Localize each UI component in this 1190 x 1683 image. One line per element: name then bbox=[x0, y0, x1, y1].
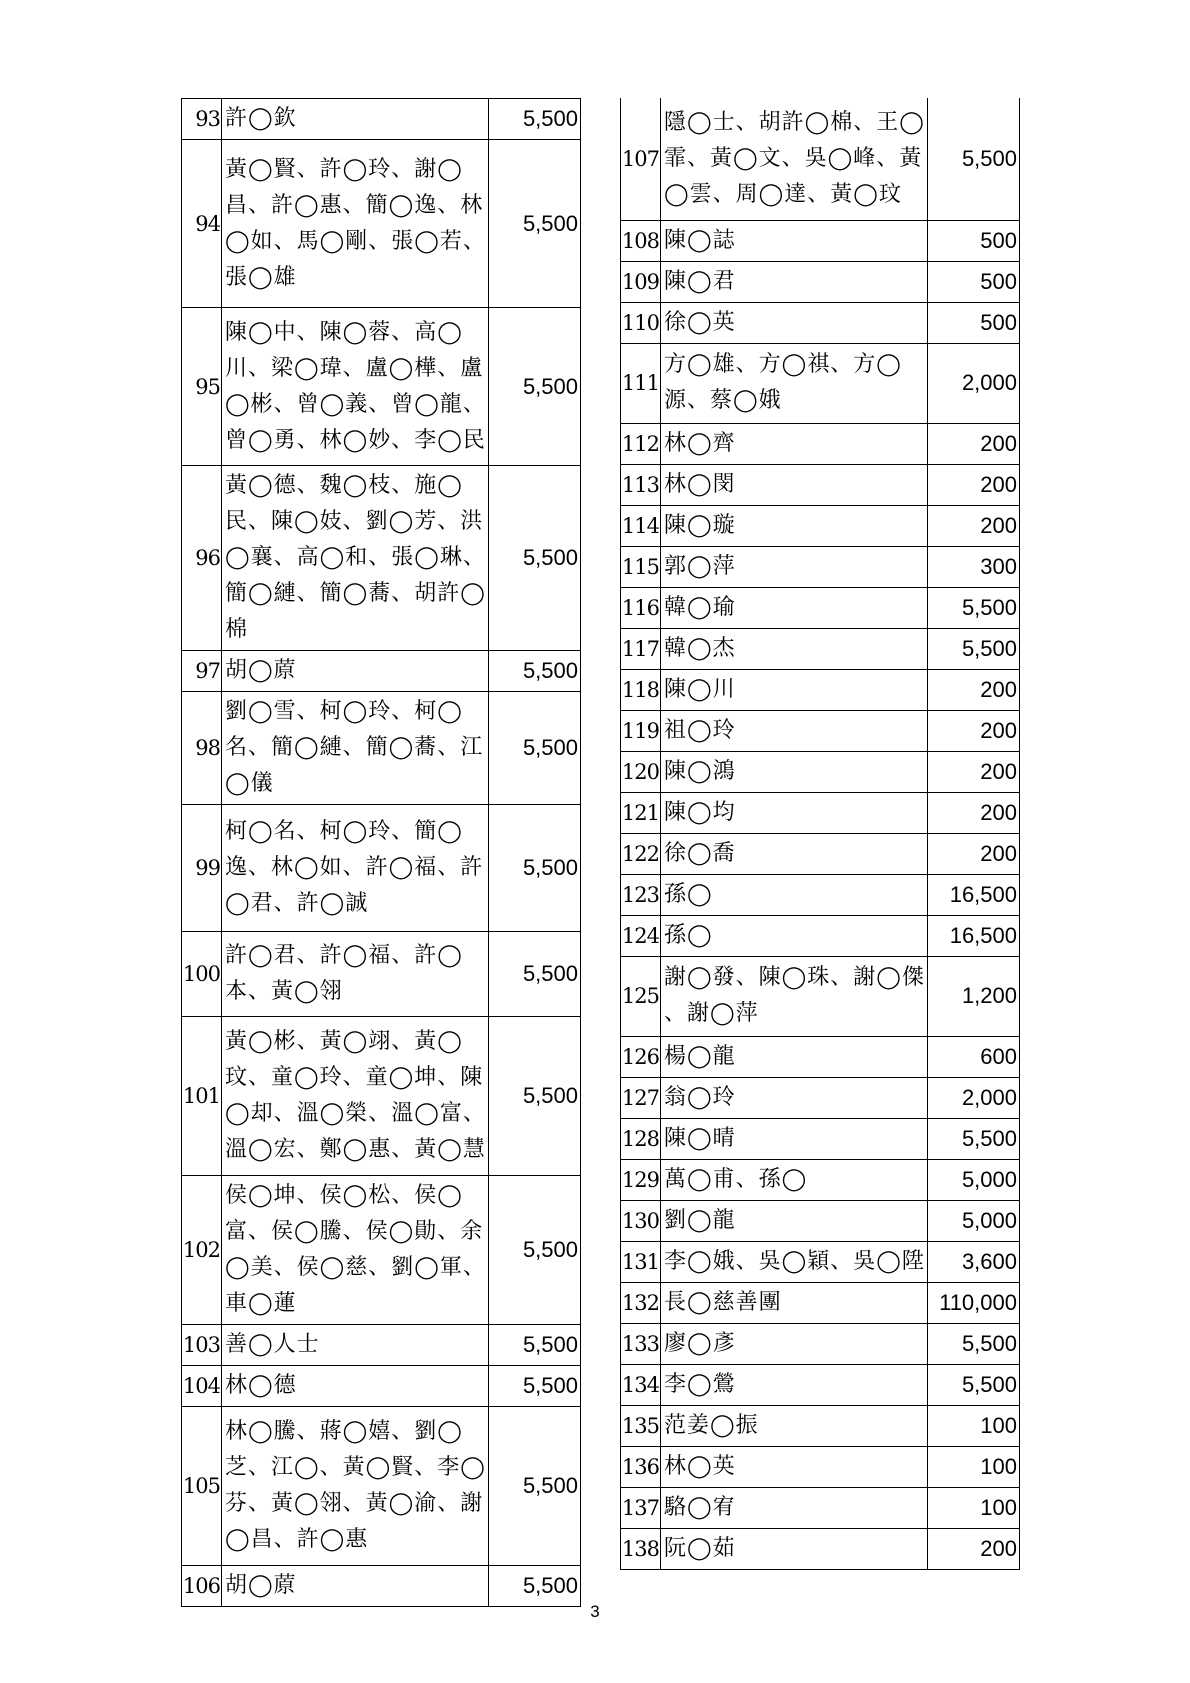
donor-names: 萬◯甫、孫◯ bbox=[661, 1159, 928, 1200]
table-row bbox=[182, 651, 581, 692]
donor-names: 徐◯喬 bbox=[661, 833, 928, 874]
row-number: 103 bbox=[182, 1325, 222, 1366]
table-row bbox=[621, 220, 1020, 261]
table-row bbox=[621, 302, 1020, 343]
donor-names: 侯◯坤、侯◯松、侯◯富、侯◯騰、侯◯勛、余◯美、侯◯慈、劉◯軍、車◯蓮 bbox=[222, 1176, 489, 1325]
donation-amount: 5,500 bbox=[489, 140, 581, 308]
row-number: 122 bbox=[621, 833, 661, 874]
table-row bbox=[182, 1017, 581, 1176]
donation-amount: 5,500 bbox=[489, 1366, 581, 1407]
row-number: 127 bbox=[621, 1077, 661, 1118]
donation-amount: 3,600 bbox=[928, 1241, 1020, 1282]
donation-amount: 2,000 bbox=[928, 343, 1020, 423]
row-number: 110 bbox=[621, 302, 661, 343]
row-number: 132 bbox=[621, 1282, 661, 1323]
donor-names: 方◯雄、方◯祺、方◯源、蔡◯娥 bbox=[661, 343, 928, 423]
table-row bbox=[621, 261, 1020, 302]
donation-amount: 5,500 bbox=[489, 1566, 581, 1607]
row-number: 116 bbox=[621, 587, 661, 628]
donation-amount: 5,500 bbox=[489, 1407, 581, 1566]
donor-names: 韓◯杰 bbox=[661, 628, 928, 669]
donation-amount: 100 bbox=[928, 1487, 1020, 1528]
row-number: 134 bbox=[621, 1364, 661, 1405]
donation-amount: 110,000 bbox=[928, 1282, 1020, 1323]
donor-names: 廖◯彥 bbox=[661, 1323, 928, 1364]
donor-names: 駱◯宥 bbox=[661, 1487, 928, 1528]
donor-table-left-body bbox=[182, 99, 581, 1607]
donation-amount: 200 bbox=[928, 505, 1020, 546]
row-number: 126 bbox=[621, 1036, 661, 1077]
table-row bbox=[621, 1159, 1020, 1200]
donor-names: 孫◯ bbox=[661, 915, 928, 956]
donation-amount: 5,500 bbox=[489, 932, 581, 1017]
table-row bbox=[621, 669, 1020, 710]
donor-names: 陳◯川 bbox=[661, 669, 928, 710]
table-row bbox=[621, 874, 1020, 915]
donation-amount: 5,500 bbox=[489, 692, 581, 805]
donation-amount: 200 bbox=[928, 423, 1020, 464]
table-row bbox=[182, 1176, 581, 1325]
row-number: 131 bbox=[621, 1241, 661, 1282]
donation-amount: 5,000 bbox=[928, 1200, 1020, 1241]
table-row bbox=[621, 792, 1020, 833]
table-row bbox=[621, 710, 1020, 751]
donation-amount: 5,500 bbox=[489, 1176, 581, 1325]
row-number: 93 bbox=[182, 99, 222, 140]
table-row bbox=[621, 1118, 1020, 1159]
donor-names: 翁◯玲 bbox=[661, 1077, 928, 1118]
donor-names: 許◯欽 bbox=[222, 99, 489, 140]
donation-amount: 5,500 bbox=[489, 99, 581, 140]
donor-names: 劉◯雪、柯◯玲、柯◯名、簡◯縺、簡◯蕎、江◯儀 bbox=[222, 692, 489, 805]
table-row bbox=[621, 956, 1020, 1036]
table-row bbox=[182, 805, 581, 932]
donor-names: 隱◯士、胡許◯棉、王◯霏、黃◯文、吳◯峰、黃◯雲、周◯達、黃◯玟 bbox=[661, 98, 928, 220]
row-number: 125 bbox=[621, 956, 661, 1036]
donation-amount: 5,500 bbox=[928, 1118, 1020, 1159]
donor-names: 劉◯龍 bbox=[661, 1200, 928, 1241]
table-row bbox=[621, 1446, 1020, 1487]
donation-amount: 16,500 bbox=[928, 874, 1020, 915]
table-row bbox=[621, 1323, 1020, 1364]
donation-amount: 5,500 bbox=[489, 651, 581, 692]
table-row bbox=[182, 932, 581, 1017]
donor-names: 黃◯賢、許◯玲、謝◯昌、許◯惠、簡◯逸、林◯如、馬◯剛、張◯若、張◯雄 bbox=[222, 140, 489, 308]
donor-table-right-body bbox=[621, 98, 1020, 1569]
donor-names: 郭◯萍 bbox=[661, 546, 928, 587]
donor-names: 胡◯蒝 bbox=[222, 1566, 489, 1607]
donation-amount: 500 bbox=[928, 302, 1020, 343]
donation-amount: 5,500 bbox=[928, 1323, 1020, 1364]
donation-amount: 5,500 bbox=[928, 628, 1020, 669]
donor-names: 韓◯瑜 bbox=[661, 587, 928, 628]
donor-names: 陳◯璇 bbox=[661, 505, 928, 546]
table-row bbox=[621, 423, 1020, 464]
donor-names: 陳◯君 bbox=[661, 261, 928, 302]
table-row bbox=[182, 692, 581, 805]
row-number: 102 bbox=[182, 1176, 222, 1325]
table-row bbox=[621, 1282, 1020, 1323]
table-row bbox=[621, 1077, 1020, 1118]
row-number: 107 bbox=[621, 98, 661, 220]
row-number: 124 bbox=[621, 915, 661, 956]
row-number: 117 bbox=[621, 628, 661, 669]
row-number: 98 bbox=[182, 692, 222, 805]
table-row bbox=[621, 505, 1020, 546]
row-number: 115 bbox=[621, 546, 661, 587]
table-row bbox=[621, 833, 1020, 874]
table-row bbox=[621, 98, 1020, 220]
row-number: 121 bbox=[621, 792, 661, 833]
row-number: 119 bbox=[621, 710, 661, 751]
row-number: 100 bbox=[182, 932, 222, 1017]
row-number: 99 bbox=[182, 805, 222, 932]
donation-amount: 5,500 bbox=[489, 805, 581, 932]
row-number: 123 bbox=[621, 874, 661, 915]
donation-amount: 200 bbox=[928, 710, 1020, 751]
table-row bbox=[621, 628, 1020, 669]
table-row bbox=[621, 1200, 1020, 1241]
donor-names: 胡◯蒝 bbox=[222, 651, 489, 692]
donation-amount: 5,500 bbox=[489, 1325, 581, 1366]
table-row bbox=[182, 466, 581, 651]
donation-amount: 200 bbox=[928, 833, 1020, 874]
donation-amount: 16,500 bbox=[928, 915, 1020, 956]
donation-amount: 5,500 bbox=[928, 98, 1020, 220]
table-row bbox=[621, 464, 1020, 505]
row-number: 95 bbox=[182, 308, 222, 466]
row-number: 108 bbox=[621, 220, 661, 261]
table-row bbox=[182, 1325, 581, 1366]
row-number: 106 bbox=[182, 1566, 222, 1607]
donor-names: 長◯慈善團 bbox=[661, 1282, 928, 1323]
donation-amount: 200 bbox=[928, 751, 1020, 792]
donation-amount: 300 bbox=[928, 546, 1020, 587]
row-number: 137 bbox=[621, 1487, 661, 1528]
donation-amount: 5,500 bbox=[489, 1017, 581, 1176]
row-number: 105 bbox=[182, 1407, 222, 1566]
row-number: 136 bbox=[621, 1446, 661, 1487]
donor-names: 林◯齊 bbox=[661, 423, 928, 464]
donation-amount: 200 bbox=[928, 464, 1020, 505]
donor-names: 柯◯名、柯◯玲、簡◯逸、林◯如、許◯福、許◯君、許◯誠 bbox=[222, 805, 489, 932]
donor-names: 林◯德 bbox=[222, 1366, 489, 1407]
table-row bbox=[621, 546, 1020, 587]
row-number: 113 bbox=[621, 464, 661, 505]
table-row bbox=[621, 1036, 1020, 1077]
donor-table-right bbox=[620, 98, 1020, 1570]
row-number: 101 bbox=[182, 1017, 222, 1176]
donation-amount: 500 bbox=[928, 220, 1020, 261]
donor-names: 陳◯中、陳◯蓉、高◯川、梁◯瑋、盧◯樺、盧◯彬、曾◯義、曾◯龍、曾◯勇、林◯妙、李◯民 bbox=[222, 308, 489, 466]
table-row bbox=[182, 1366, 581, 1407]
donor-names: 李◯娥、吳◯穎、吳◯陞 bbox=[661, 1241, 928, 1282]
row-number: 104 bbox=[182, 1366, 222, 1407]
donation-amount: 200 bbox=[928, 1528, 1020, 1569]
row-number: 97 bbox=[182, 651, 222, 692]
row-number: 112 bbox=[621, 423, 661, 464]
donation-amount: 5,500 bbox=[928, 1364, 1020, 1405]
table-row bbox=[621, 1528, 1020, 1569]
table-row bbox=[621, 751, 1020, 792]
page-number: 3 bbox=[590, 1602, 600, 1621]
table-row bbox=[182, 1407, 581, 1566]
donor-names: 孫◯ bbox=[661, 874, 928, 915]
table-row bbox=[621, 1487, 1020, 1528]
row-number: 133 bbox=[621, 1323, 661, 1364]
donor-names: 許◯君、許◯福、許◯本、黃◯翎 bbox=[222, 932, 489, 1017]
donor-names: 黃◯德、魏◯枝、施◯民、陳◯妓、劉◯芳、洪◯襄、高◯和、張◯琳、簡◯縺、簡◯蕎、胡許◯棉 bbox=[222, 466, 489, 651]
table-row bbox=[182, 308, 581, 466]
row-number: 129 bbox=[621, 1159, 661, 1200]
donation-amount: 200 bbox=[928, 669, 1020, 710]
donation-amount: 2,000 bbox=[928, 1077, 1020, 1118]
table-row bbox=[182, 140, 581, 308]
donation-amount: 200 bbox=[928, 792, 1020, 833]
table-row bbox=[621, 1241, 1020, 1282]
donor-names: 李◯鶯 bbox=[661, 1364, 928, 1405]
row-number: 111 bbox=[621, 343, 661, 423]
donor-names: 祖◯玲 bbox=[661, 710, 928, 751]
donation-amount: 5,500 bbox=[489, 308, 581, 466]
donation-amount: 5,500 bbox=[928, 587, 1020, 628]
row-number: 135 bbox=[621, 1405, 661, 1446]
row-number: 138 bbox=[621, 1528, 661, 1569]
table-row bbox=[182, 1566, 581, 1607]
donor-names: 楊◯龍 bbox=[661, 1036, 928, 1077]
donor-names: 謝◯發、陳◯珠、謝◯傑 、謝◯萍 bbox=[661, 956, 928, 1036]
donor-names: 范姜◯振 bbox=[661, 1405, 928, 1446]
donation-amount: 600 bbox=[928, 1036, 1020, 1077]
donor-names: 林◯英 bbox=[661, 1446, 928, 1487]
donation-amount: 1,200 bbox=[928, 956, 1020, 1036]
donation-amount: 100 bbox=[928, 1446, 1020, 1487]
donation-amount: 500 bbox=[928, 261, 1020, 302]
table-row bbox=[621, 343, 1020, 423]
row-number: 130 bbox=[621, 1200, 661, 1241]
row-number: 94 bbox=[182, 140, 222, 308]
donor-names: 徐◯英 bbox=[661, 302, 928, 343]
row-number: 128 bbox=[621, 1118, 661, 1159]
donor-names: 陳◯鴻 bbox=[661, 751, 928, 792]
table-row bbox=[621, 1405, 1020, 1446]
table-row bbox=[621, 1364, 1020, 1405]
donation-amount: 5,500 bbox=[489, 466, 581, 651]
donor-names: 陳◯晴 bbox=[661, 1118, 928, 1159]
donation-amount: 100 bbox=[928, 1405, 1020, 1446]
donor-names: 林◯閔 bbox=[661, 464, 928, 505]
row-number: 118 bbox=[621, 669, 661, 710]
donor-names: 林◯騰、蔣◯嬉、劉◯芝、江◯、黃◯賢、李◯芬、黃◯翎、黃◯渝、謝◯昌、許◯惠 bbox=[222, 1407, 489, 1566]
donor-names: 黃◯彬、黃◯翊、黃◯玟、童◯玲、童◯坤、陳◯却、溫◯榮、溫◯富、溫◯宏、鄭◯惠、黃◯慧 bbox=[222, 1017, 489, 1176]
row-number: 96 bbox=[182, 466, 222, 651]
donor-names: 阮◯茹 bbox=[661, 1528, 928, 1569]
table-row bbox=[621, 915, 1020, 956]
row-number: 109 bbox=[621, 261, 661, 302]
table-row bbox=[621, 587, 1020, 628]
donor-names: 陳◯均 bbox=[661, 792, 928, 833]
table-row bbox=[182, 99, 581, 140]
donation-amount: 5,000 bbox=[928, 1159, 1020, 1200]
donor-names: 陳◯誌 bbox=[661, 220, 928, 261]
donor-names: 善◯人士 bbox=[222, 1325, 489, 1366]
row-number: 120 bbox=[621, 751, 661, 792]
donor-table-left bbox=[181, 98, 581, 1607]
row-number: 114 bbox=[621, 505, 661, 546]
